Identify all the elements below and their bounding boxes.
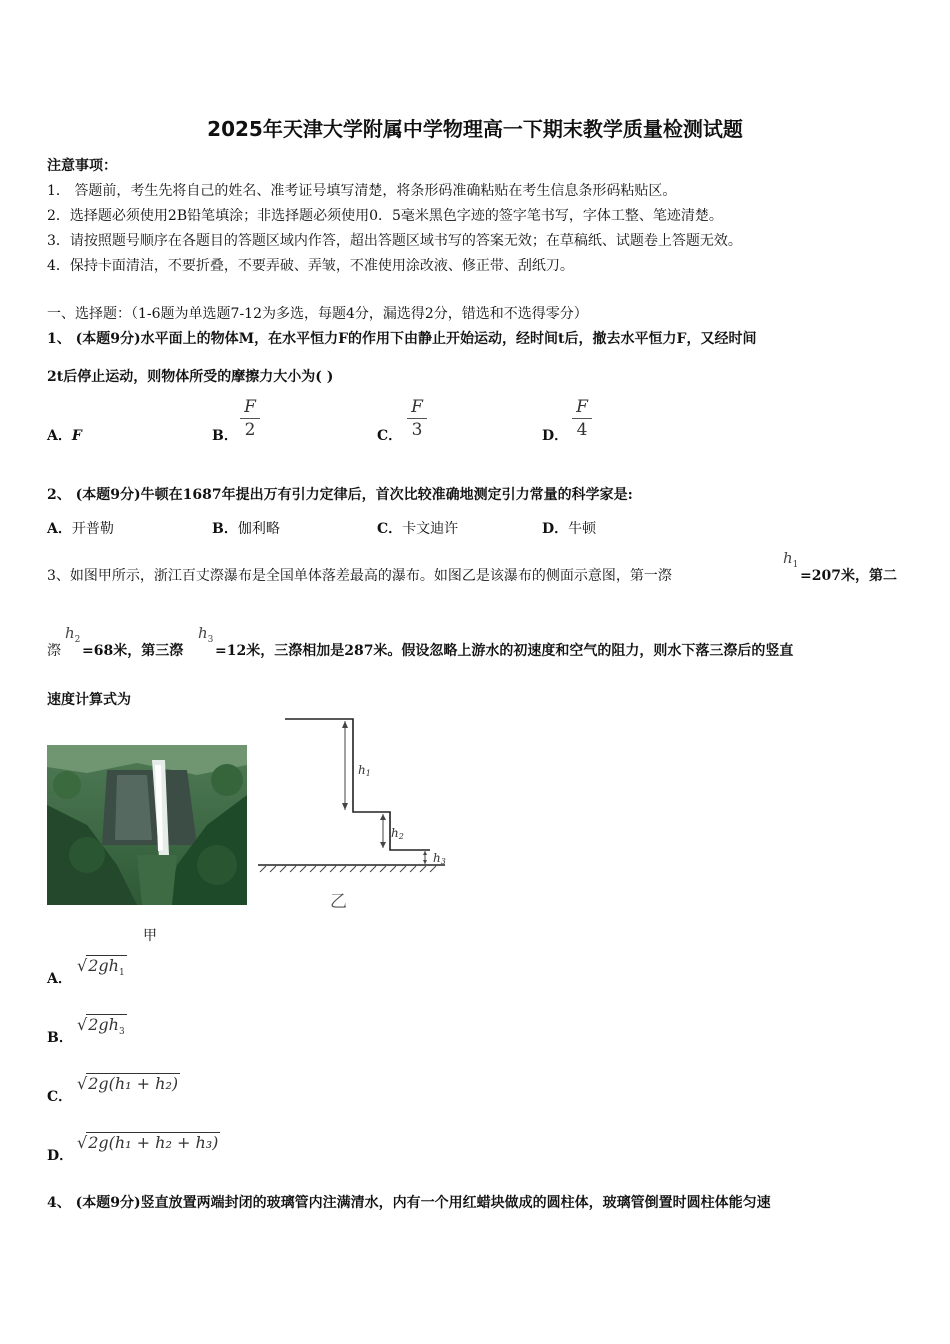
q1-option-d-label: D．	[542, 428, 569, 444]
notice-item: 4．保持卡面清洁，不要折叠，不要弄破、弄皱，不准使用涂改液、修正带、刮纸刀。	[47, 258, 574, 274]
q3-stem-line2a: 漈	[47, 643, 61, 659]
q3-option-c-label: C．	[47, 1089, 73, 1105]
q1-option-d-fraction: F 4	[572, 397, 592, 440]
notice-item: 1． 答题前，考生先将自己的姓名、准考证号填写清楚，将条形码准确粘贴在考生信息条形码粘贴区。	[47, 183, 677, 199]
q3-stem-line2c: =12米，三漈相加是287米。假设忽略上游水的初速度和空气的阻力，则水下落三漈后的竖直	[215, 643, 794, 659]
diagram-h2-label: h2	[391, 826, 404, 841]
q3-h2-symbol: $h_2$	[65, 624, 81, 645]
q1-stem-line1: 1、 (本题9分)水平面上的物体M，在水平恒力F的作用下由静止开始运动，经时间t后，撤去水平恒力F，又经时间	[47, 331, 757, 347]
notice-item: 2．选择题必须使用2B铅笔填涂；非选择题必须使用0．5毫米黑色字迹的签字笔书写，字体工整、笔迹清楚。	[47, 208, 723, 224]
q1-option-b-fraction: F 2	[240, 397, 260, 440]
q3-option-b-expr: $√2gh_3$	[77, 1015, 125, 1038]
q1-option-c-fraction: F 3	[407, 397, 427, 440]
q3-stem-line1a: 3、如图甲所示，浙江百丈漈瀑布是全国单体落差最高的瀑布。如图乙是该瀑布的侧面示意图，第一漈	[47, 568, 672, 584]
fig-label-yi: 乙	[330, 892, 347, 912]
ground-hatching	[260, 866, 436, 872]
q3-stem-line3: 速度计算式为	[47, 692, 131, 708]
q3-option-c-expr: √2g(h₁ + h₂)	[77, 1074, 179, 1093]
notice-heading: 注意事项：	[47, 158, 117, 174]
diagram-h3-label: h3	[433, 851, 446, 866]
q2-stem: 2、 (本题9分)牛顿在1687年提出万有引力定律后，首次比较准确地测定引力常量的科学家是:	[47, 487, 633, 503]
q1-option-b-label: B．	[212, 428, 238, 444]
section-heading: 一、选择题：（1-6题为单选题7-12为多选，每题4分，漏选得2分，错选和不选得零分）	[47, 306, 588, 322]
q3-option-b-label: B．	[47, 1030, 73, 1046]
diagram-h1-label: h1	[358, 763, 371, 778]
cliff-profile	[285, 719, 430, 850]
waterfall-photo	[47, 745, 247, 905]
q2-option-b: B．伽利略	[212, 521, 280, 537]
q1-option-c-label: C．	[377, 428, 403, 444]
q3-option-a-label: A．	[47, 971, 72, 987]
waterfall-side-diagram	[250, 712, 450, 912]
q4-stem: 4、 (本题9分)竖直放置两端封闭的玻璃管内注满清水，内有一个用红蜡块做成的圆柱体，玻璃管倒置时圆柱体能匀速	[47, 1195, 771, 1211]
q1-option-a: A．F	[47, 428, 82, 444]
fig-label-jia: 甲	[143, 928, 157, 944]
q2-option-c: C．卡文迪许	[377, 521, 459, 537]
q3-stem-line1b: =207米，第二	[800, 568, 897, 584]
q3-stem-line2b: =68米，第三漈	[82, 643, 184, 659]
q3-h1-symbol: $h_1$	[783, 549, 799, 570]
q3-h3-symbol: $h_3$	[198, 624, 214, 645]
q2-option-d: D．牛顿	[542, 521, 597, 537]
page-title: 2025年天津大学附属中学物理高一下期末教学质量检测试题	[207, 117, 743, 141]
q3-option-d-expr: √2g(h₁ + h₂ + h₃)	[77, 1133, 219, 1152]
q3-option-a-expr: $√2gh_1$	[77, 956, 125, 979]
q1-stem-line2: 2t后停止运动，则物体所受的摩擦力大小为( )	[47, 369, 334, 385]
notice-item: 3．请按照题号顺序在各题目的答题区域内作答，超出答题区域书写的答案无效；在草稿纸、试题卷上答题无效。	[47, 233, 742, 249]
q3-option-d-label: D．	[47, 1148, 74, 1164]
q2-option-a: A．开普勒	[47, 521, 114, 537]
